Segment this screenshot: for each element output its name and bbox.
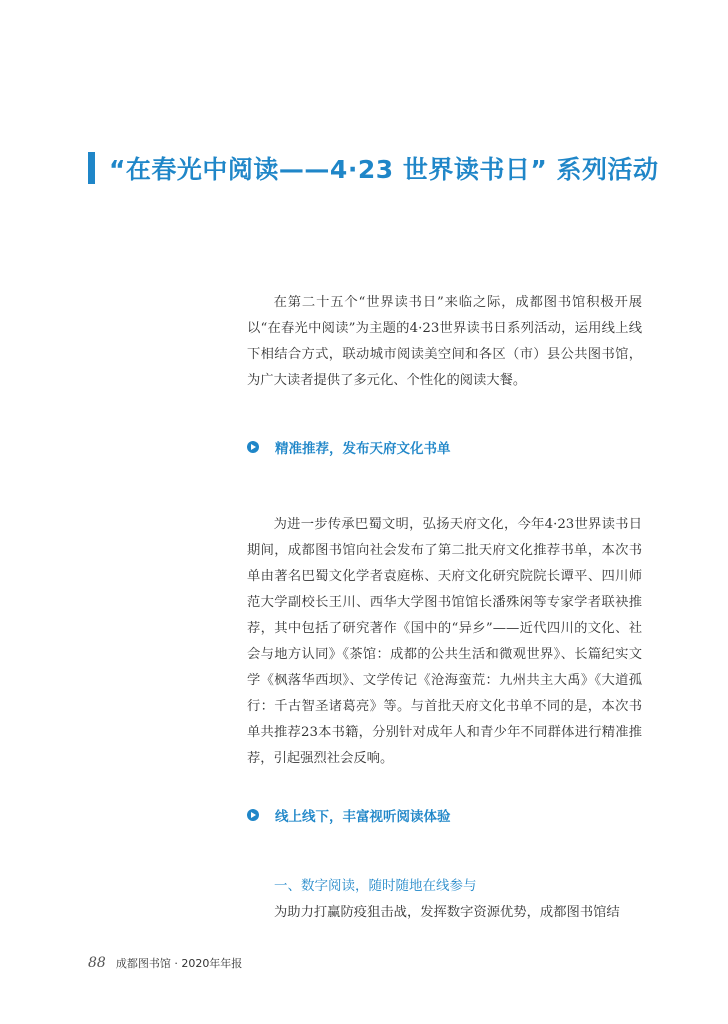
subheading: 一、数字阅读，随时随地在线参与 <box>274 878 477 894</box>
section-heading-2 <box>247 805 451 825</box>
section-title: 精准推荐，发布天府文化书单 <box>275 441 451 457</box>
intro-paragraph: 在第二十五个“世界读书日”来临之际，成都图书馆积极开展以“在春光中阅读”为主题的4·23世界读书日系列活动，运用线上线下相结合方式，联动城市阅读美空间和各区（市）县公共图书馆，为广大读者提供了多元化、个性化的阅读大餐。 <box>247 295 642 388</box>
page-number: 88 <box>88 955 106 971</box>
page-footer <box>88 955 242 971</box>
section-title: 线上线下，丰富视听阅读体验 <box>275 809 451 825</box>
section-1-paragraph: 为进一步传承巴蜀文明，弘扬天府文化，今年4·23世界读书日期间，成都图书馆向社会发布了第二批天府文化推荐书单，本次书单由著名巴蜀文化学者袁庭栋、天府文化研究院院长谭平、四川师范大学副校长王川、西华大学图书馆馆长潘殊闲等专家学者联袂推荐，其中包括了研究著作《国中的“异乡”——近代四川的文化、社会与地方认同》《茶馆：成都的公共生活和微观世界》、长篇纪实文学《枫落华西坝》、文学传记《沧海蛮荒：九州共主大禹》《大道孤行：千古智圣诸葛亮》等。与首批天府文化书单不同的是，本次书单共推荐23本书籍，分别针对成年人和青少年不同群体进行精准推荐，引起强烈社会反响。 <box>247 517 642 766</box>
title-accent-bar <box>88 152 95 184</box>
play-bullet-icon <box>247 809 259 821</box>
section-heading-1 <box>247 437 451 457</box>
footer-text: 成都图书馆 · 2020年年报 <box>115 957 243 970</box>
section-2-paragraph: 为助力打赢防疫狙击战，发挥数字资源优势，成都图书馆结 <box>274 905 620 920</box>
title-block <box>88 150 658 186</box>
play-bullet-icon <box>247 441 259 453</box>
page-title: “在春光中阅读——4·23 世界读书日” 系列活动 <box>109 155 659 184</box>
